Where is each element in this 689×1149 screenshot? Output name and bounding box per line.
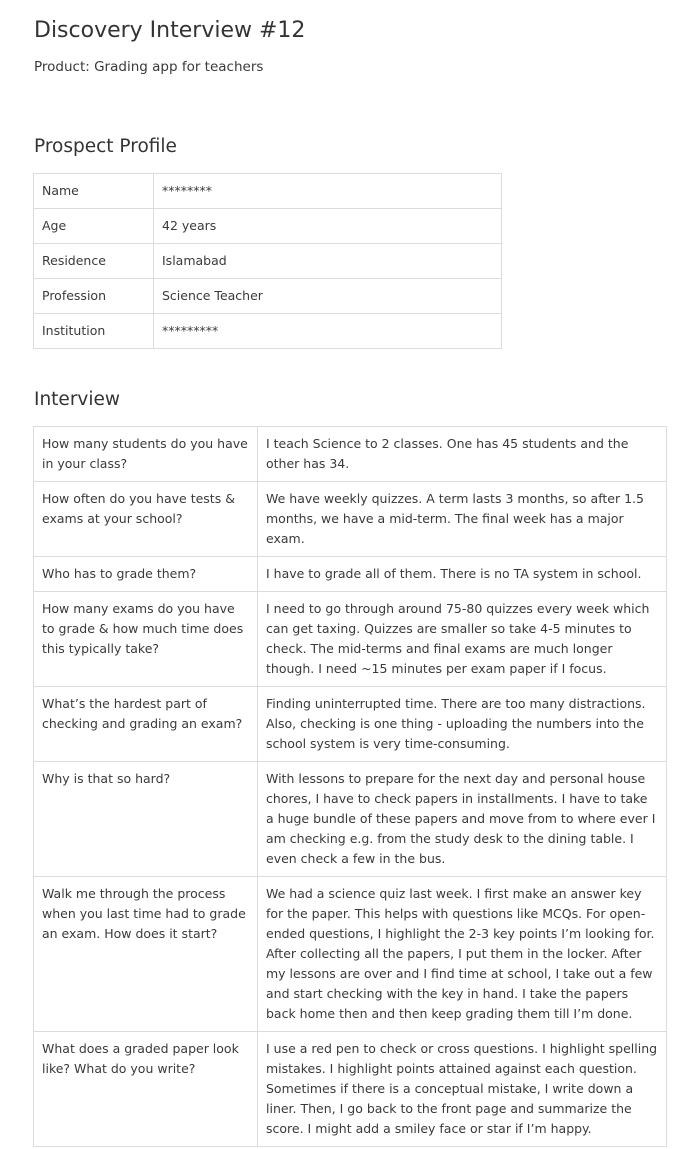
interview-answer: I have to grade all of them. There is no TA system in school. <box>258 557 667 592</box>
interview-row <box>34 592 667 687</box>
prospect-profile-table <box>33 173 502 349</box>
document-title: Discovery Interview #12 <box>34 18 306 43</box>
interview-answer: I use a red pen to check or cross questions. I highlight spelling mistakes. I highlight points attained against each question. Sometimes if there is a conceptual mistake, I write down a liner. Then, I go back to the front page and summarize the score. I might add a smiley face or star if I’m happy. <box>258 1032 667 1147</box>
document-subtitle: Product: Grading app for teachers <box>34 59 264 75</box>
profile-value: ******** <box>154 174 502 209</box>
interview-question: How many students do you have in your class? <box>34 427 258 482</box>
interview-row <box>34 877 667 1032</box>
interview-answer: With lessons to prepare for the next day and personal house chores, I have to check papers in installments. I have to take a huge bundle of these papers and move from to where ever I am checking e.g. from the study desk to the dining table. I even check a few in the bus. <box>258 762 667 877</box>
interview-row <box>34 482 667 557</box>
interview-answer: I teach Science to 2 classes. One has 45 students and the other has 34. <box>258 427 667 482</box>
profile-row <box>34 244 502 279</box>
interview-row <box>34 427 667 482</box>
interview-heading: Interview <box>34 389 121 410</box>
profile-value: Islamabad <box>154 244 502 279</box>
profile-label: Institution <box>34 314 154 349</box>
interview-row <box>34 1032 667 1147</box>
interview-question: How many exams do you have to grade & how much time does this typically take? <box>34 592 258 687</box>
interview-answer: We had a science quiz last week. I first make an answer key for the paper. This helps with questions like MCQs. For open-ended questions, I highlight the 2-3 key points I’m looking for. After collecting all the papers, I put them in the locker. After my lessons are over and I find time at school, I take out a few and start checking with the key in hand. I take the papers back home then and then keep grading them till I’m done. <box>258 877 667 1032</box>
interview-question: Who has to grade them? <box>34 557 258 592</box>
profile-value: 42 years <box>154 209 502 244</box>
interview-question: What does a graded paper look like? What do you write? <box>34 1032 258 1147</box>
interview-question: What’s the hardest part of checking and grading an exam? <box>34 687 258 762</box>
profile-label: Residence <box>34 244 154 279</box>
profile-row <box>34 314 502 349</box>
prospect-profile-heading: Prospect Profile <box>34 136 177 157</box>
profile-row <box>34 279 502 314</box>
interview-question: How often do you have tests & exams at your school? <box>34 482 258 557</box>
profile-value: Science Teacher <box>154 279 502 314</box>
profile-label: Age <box>34 209 154 244</box>
interview-answer: We have weekly quizzes. A term lasts 3 months, so after 1.5 months, we have a mid-term. The final week has a major exam. <box>258 482 667 557</box>
profile-value: ********* <box>154 314 502 349</box>
interview-row <box>34 557 667 592</box>
interview-answer: Finding uninterrupted time. There are too many distractions. Also, checking is one thing - uploading the numbers into the school system is very time-consuming. <box>258 687 667 762</box>
interview-question: Walk me through the process when you last time had to grade an exam. How does it start? <box>34 877 258 1032</box>
profile-row <box>34 209 502 244</box>
profile-label: Name <box>34 174 154 209</box>
profile-row <box>34 174 502 209</box>
interview-row <box>34 687 667 762</box>
interview-answer: I need to go through around 75-80 quizzes every week which can get taxing. Quizzes are smaller so take 4-5 minutes to check. The mid-terms and final exams are much longer though. I need ~15 minutes per exam paper if I focus. <box>258 592 667 687</box>
interview-question: Why is that so hard? <box>34 762 258 877</box>
interview-row <box>34 762 667 877</box>
profile-label: Profession <box>34 279 154 314</box>
interview-table <box>33 426 667 1147</box>
